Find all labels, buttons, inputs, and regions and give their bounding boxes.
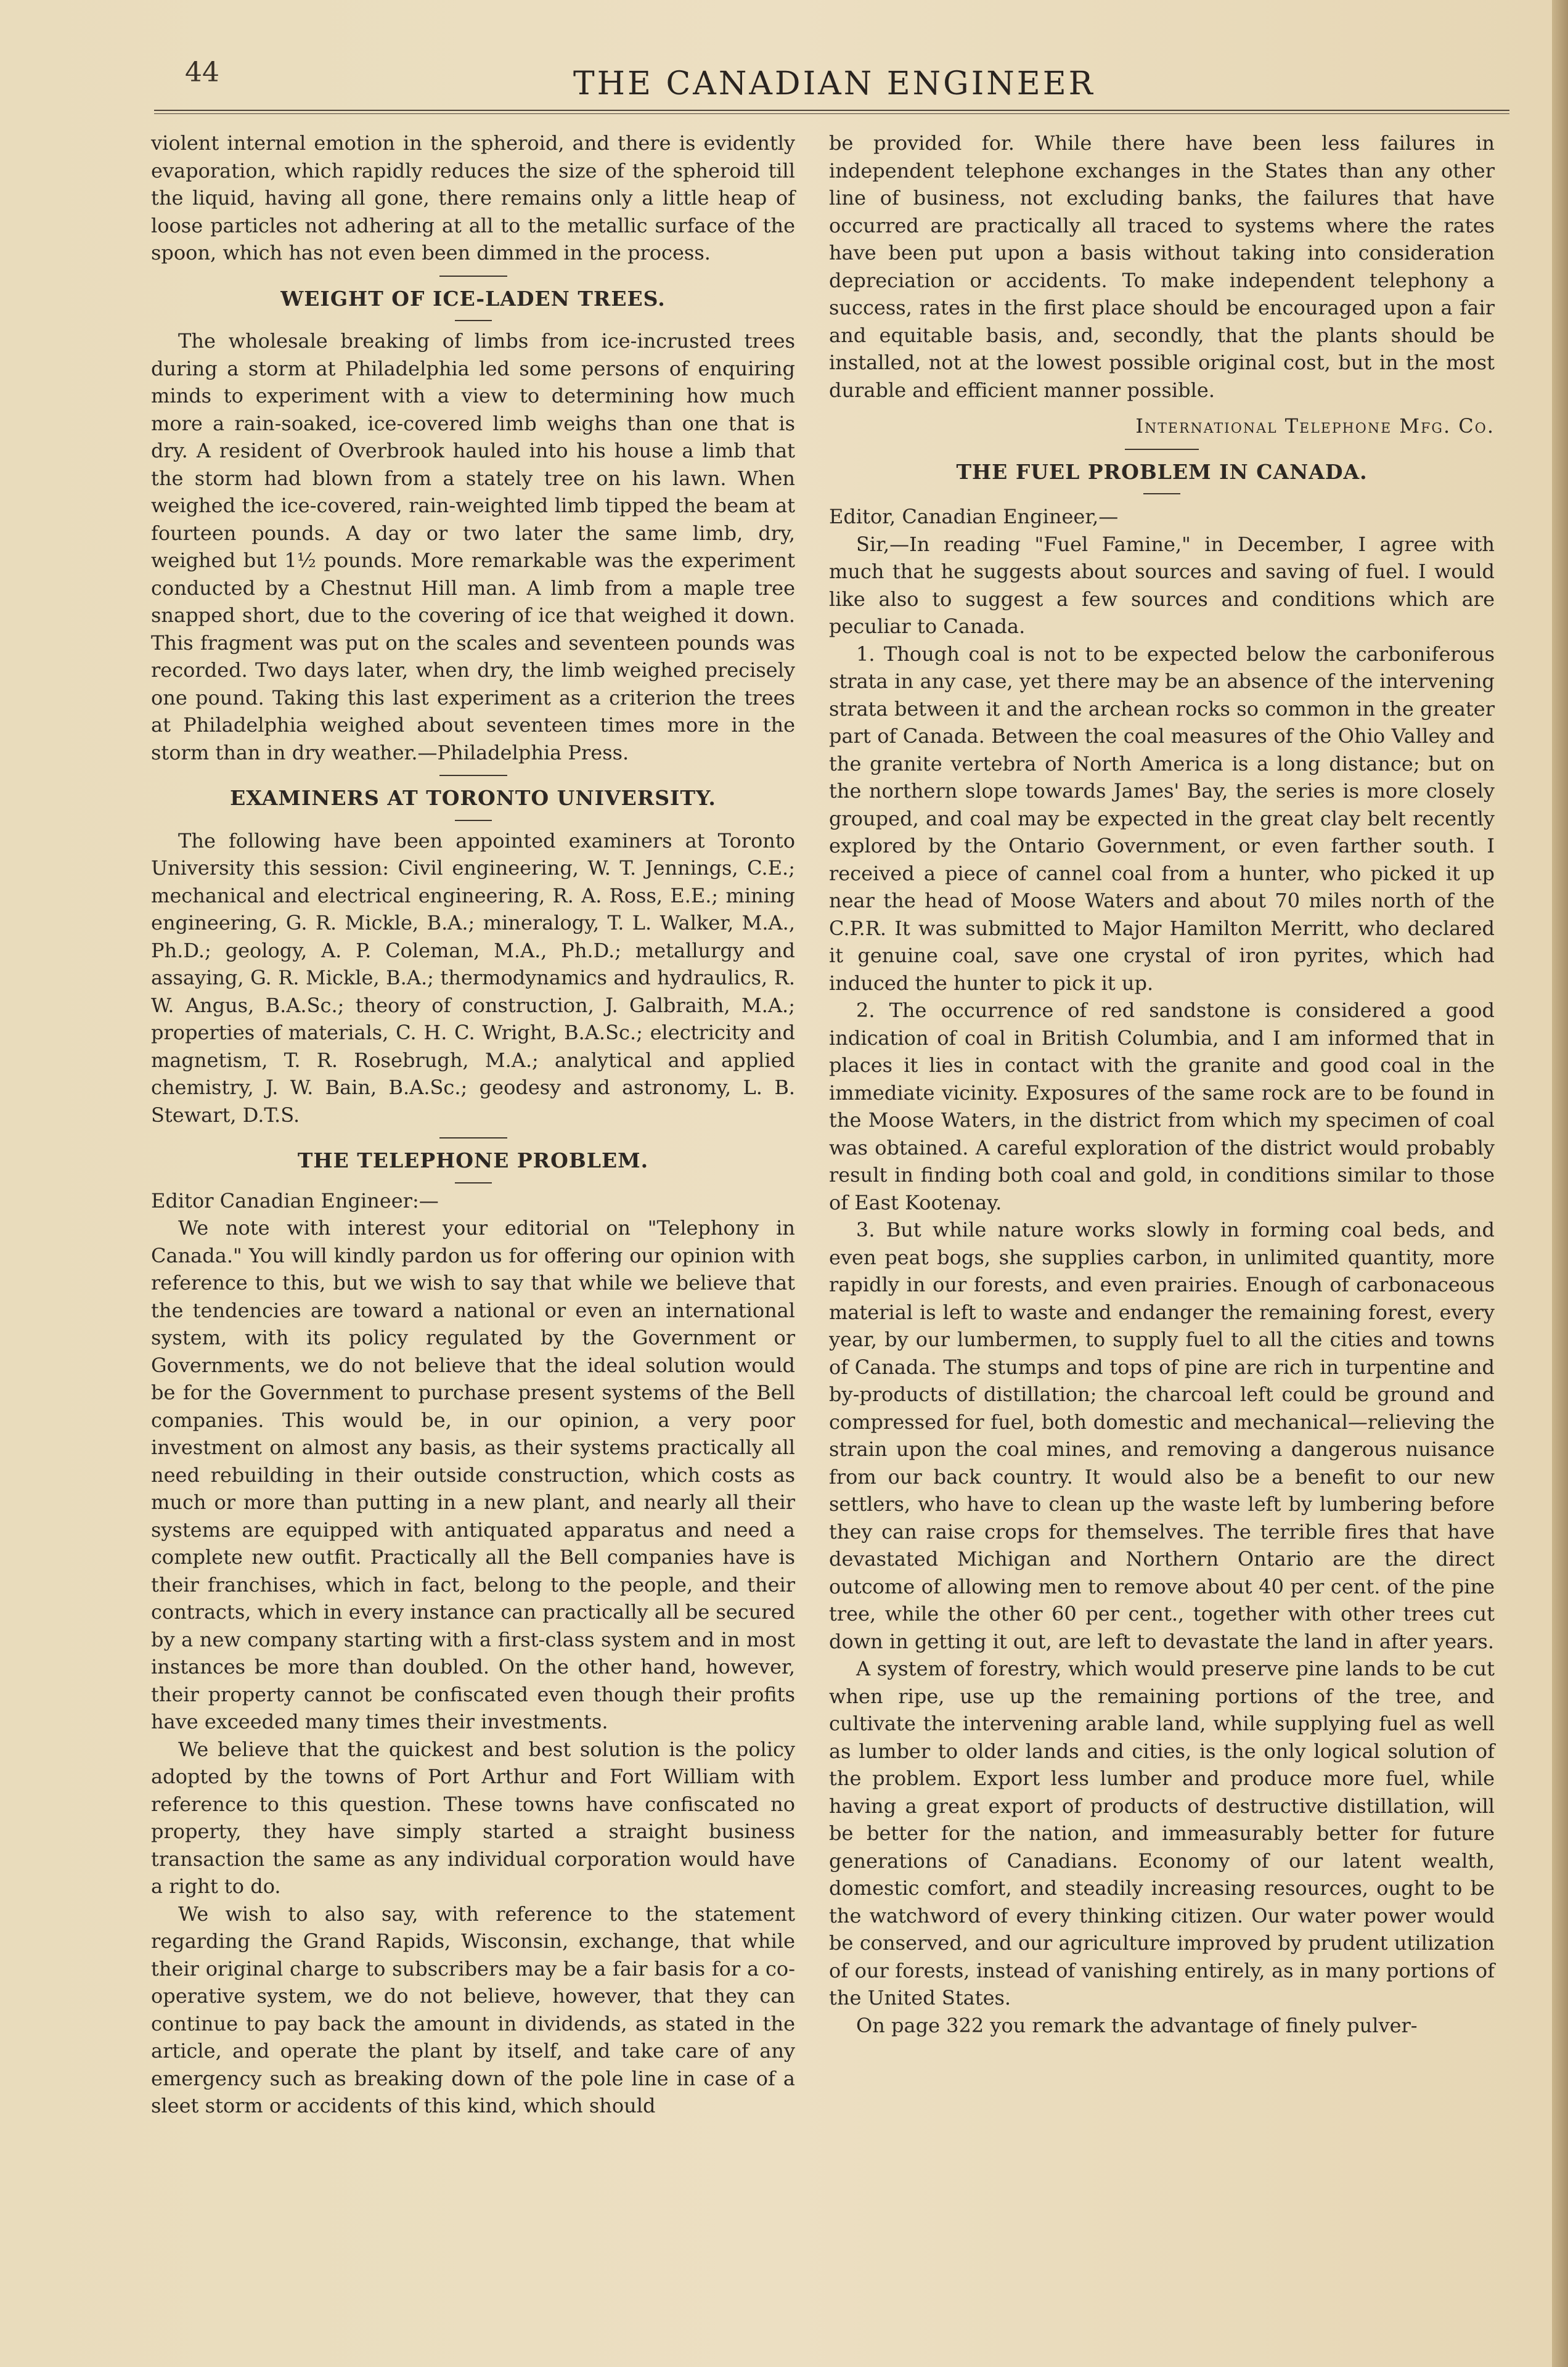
- binding-edge: [1552, 0, 1568, 2367]
- letter-paragraph: 1. Though coal is not to be expected below the carboniferous strata in any case, yet there may be an absence of the intervening strata between it and the archean rocks so common in the greater part of Canada. Between the coal measures of the Ohio Valley and the granite vertebra of North America is a long distance; but on the northern slope towards James' Bay, the series is more closely grouped, and coal may be expected in the great clay belt recently explored by the Ontario Government, or even farther south. I received a piece of cannel coal from a hunter, who picked it up near the head of Moose Waters and about 70 miles north of the C.P.R. It was submitted to Major Hamilton Merritt, who declared it genuine coal, save one crystal of iron pyrites, which had induced the hunter to pick it up.: [829, 642, 1495, 995]
- header-rule: [154, 110, 1509, 114]
- letter-paragraph: A system of forestry, which would preserve pine lands to be cut when ripe, use up the remaining portions of the tree, and cultivate the intervening arable land, while supplying fuel as well as lumber to older lands and cities, is the only logical solution of the problem. Export less lumber and produce more fuel, while having a great export of products of destructive distillation, will be better for the nation, and immeasurably better for future generations of Canadians. Economy of our latent wealth, domestic comfort, and steadily increasing resources, ought to be the watchword of every thinking citizen. Our water power would be conserved, and our agriculture improved by prudent utilization of our forests, instead of vanishing entirely, as in many portions of the United States.: [829, 1657, 1495, 2009]
- journal-title: THE CANADIAN ENGINEER: [573, 65, 1095, 102]
- article-heading-examiners: EXAMINERS AT TORONTO UNIVERSITY.: [230, 786, 716, 810]
- letter-signature: International Telephone Mfg. Co.: [1135, 414, 1495, 438]
- letter-paragraph: We wish to also say, with reference to the statement regarding the Grand Rapids, Wisconsin, exchange, that while their original charge to subscribers may be a fair basis for a co-operative system, we do not believe, however, that they can continue to pay back the amount in dividends, as stated in the article, and operate the plant by itself, and take care of any emergency such as breaking down of the pole line in case of a sleet storm or accidents of this kind, which should: [151, 1902, 795, 2117]
- separator-rule: [455, 320, 492, 321]
- letter-paragraph: We believe that the quickest and best solution is the policy adopted by the towns of Port Arthur and Fort William with reference to this question. These towns have confiscated no property, they have simply started a straight business transaction the same as any individual corporation would have a right to do.: [151, 1737, 795, 1898]
- letter-paragraph: We note with interest your editorial on "Telephony in Canada." You will kindly pardon us for offering our opinion with reference to this, but we wish to say that while we believe that the tendencies are toward a national or even an international system, with its policy regulated by the Government or Governments, we do not believe that the ideal solution would be for the Government to purchase present systems of the Bell companies. This would be, in our opinion, a very poor investment on almost any basis, as their systems practically all need rebuilding in their outside construction, which costs as much or more than putting in a new plant, and nearly all their systems are equipped with antiquated apparatus and need a complete new outfit. Practically all the Bell companies have is their franchises, which in fact, belong to the people, and their contracts, which in every instance can practically all be secured by a new company starting with a first-class system and in most instances be more than doubled. On the other hand, however, their property cannot be confiscated even though their profits have exceeded many times their investments.: [151, 1216, 795, 1733]
- page-number: 44: [185, 57, 219, 88]
- separator-rule: [455, 820, 492, 821]
- letter-paragraph: On page 322 you remark the advantage of finely pulver-: [856, 2013, 1418, 2037]
- left-column: [151, 129, 795, 2120]
- separator-rule: [1143, 493, 1180, 494]
- article-body-examiners: The following have been appointed examiners at Toronto University this session: Civil engineering, W. T. Jennings, C.E.; mechanical and electrical engineering, R. A. Ross, E.E.; mining engineering, G. R. Mickle, B.A.; mineralogy, T. L. Walker, M.A., Ph.D.; geology, A. P. Coleman, M.A., Ph.D.; metallurgy and assaying, G. R. Mickle, B.A.; thermodynamics and hydraulics, R. W. Angus, B.A.Sc.; theory of construction, J. Galbraith, M.A.; properties of materials, C. H. C. Wright, B.A.Sc.; electricity and magnetism, T. R. Rosebrugh, M.A.; analytical and applied chemistry, J. W. Bain, B.A.Sc.; geodesy and astronomy, L. B. Stewart, D.T.S.: [151, 828, 795, 1127]
- intro-paragraph: violent internal emotion in the spheroid, and there is evidently evaporation, which rapidly reduces the size of the spheroid till the liquid, having all gone, there remains only a little heap of loose particles not adhering at all to the metallic surface of the spoon, which has not even been dimmed in the process.: [151, 131, 795, 264]
- article-heading-ice-trees: WEIGHT OF ICE-LADEN TREES.: [280, 286, 666, 311]
- separator-rule: [455, 1182, 492, 1184]
- article-heading-fuel: THE FUEL PROBLEM IN CANADA.: [956, 459, 1368, 484]
- running-header: [154, 57, 1494, 106]
- letter-paragraph: 3. But while nature works slowly in forming coal beds, and even peat bogs, she supplies carbon, in unlimited quantity, more rapidly in our forests, and even prairies. Enough of carbonaceous material is left to waste and endanger the remaining forest, every year, by our lumbermen, to supply fuel to all the cities and towns of Canada. The stumps and tops of pine are rich in turpentine and by-products of distillation; the charcoal left could be ground and compressed for fuel, both domestic and mechanical—relieving the strain upon the coal mines, and removing a dangerous nuisance from our back country. It would also be a benefit to our new settlers, who have to clean up the waste left by lumbering before they can raise crops for themselves. The terrible fires that have devastated Michigan and Northern Ontario are the direct outcome of allowing men to remove about 40 per cent. of the pine tree, while the other 60 per cent., together with other trees cut down in getting it out, are left to devastate the land in after years.: [829, 1218, 1495, 1653]
- letter-paragraph-continued: be provided for. While there have been less failures in independent telephone exchanges in the States than any other line of business, not excluding banks, the failures that have occurred are practically all traced to systems where the rates have been put upon a basis without taking into consideration depreciation or accidents. To make independent telephony a success, rates in the first place should be encouraged upon a fair and equitable basis, and, secondly, that the plants should be installed, not at the lowest possible original cost, but in the most durable and efficient manner possible.: [829, 131, 1495, 402]
- letter-salutation: Editor Canadian Engineer:—: [151, 1188, 439, 1212]
- article-body-ice-trees: The wholesale breaking of limbs from ice-incrusted trees during a storm at Philadelphia led some persons of enquiring minds to experiment with a view to determining how much more a rain-soaked, ice-covered limb weighs than one that is dry. A resident of Overbrook hauled into his house a limb that the storm had blown from a stately tree on his lawn. When weighed the ice-covered, rain-weighted limb tipped the beam at fourteen pounds. A day or two later the same limb, dry, weighed but 1½ pounds. More remarkable was the experiment conducted by a Chestnut Hill man. A limb from a maple tree snapped short, due to the covering of ice that weighed it down. This fragment was put on the scales and seventeen pounds was recorded. Two days later, when dry, the limb weighed precisely one pound. Taking this last experiment as a criterion the trees at Philadelphia weighed about seventeen times more in the storm than in dry weather.—Philadelphia Press.: [151, 329, 795, 764]
- article-heading-telephone: THE TELEPHONE PROBLEM.: [297, 1148, 649, 1172]
- letter-salutation: Editor, Canadian Engineer,—: [829, 505, 1119, 528]
- right-column: [829, 129, 1495, 2039]
- letter-paragraph: Sir,—In reading "Fuel Famine," in December, I agree with much that he suggests about sources and saving of fuel. I would like also to suggest a few sources and conditions which are peculiar to Canada.: [829, 532, 1495, 638]
- letter-paragraph: 2. The occurrence of red sandstone is considered a good indication of coal in British Columbia, and I am informed that in places it lies in contact with the granite and good coal in the immediate vicinity. Exposures of the same rock are to be found in the Moose Waters, in the district from which my specimen of coal was obtained. A careful exploration of the district would probably result in finding both coal and gold, in conditions similar to those of East Kootenay.: [829, 999, 1495, 1214]
